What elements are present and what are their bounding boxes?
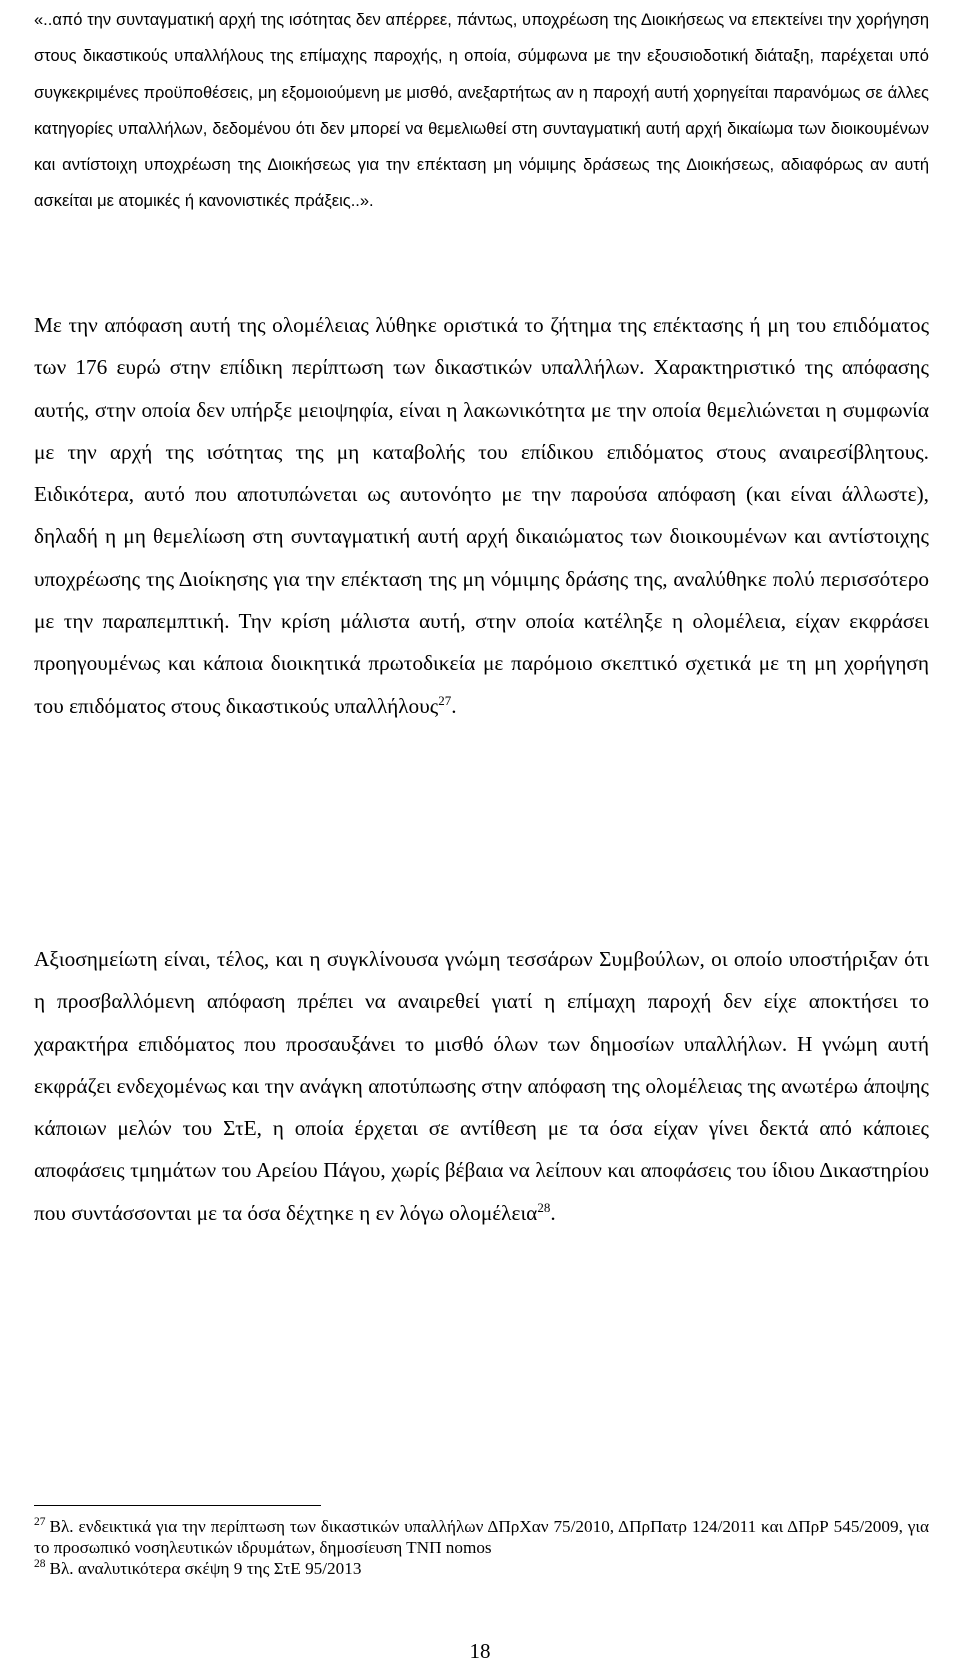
footnote-28 — [34, 1558, 929, 1579]
body-paragraph-1 — [34, 304, 929, 727]
footnote-27 — [34, 1516, 929, 1558]
paragraph-end: . — [451, 693, 457, 718]
quote-text: «..από την συνταγματική αρχή της ισότητας δεν απέρρεε, πάντως, υποχρέωση της Διοικήσεως να επεκτείνει την χορήγηση στους δικαστικούς υπαλλήλους της επίμαχης παροχής, η οποία, σύμφωνα με την εξουσιοδοτική διάταξη, παρέχεται υπό συγκεκριμένες προϋποθέσεις, μη εξομοιούμενη με μισθό, ανεξαρτήτως αν η παροχή αυτή χορηγείται παρανόμως σε άλλες κατηγορίες υπαλλήλων, δεδομένου ότι δεν μπορεί να θεμελιωθεί στη συνταγματική αυτή αρχή δικαίωμα των διοικουμένων και αντίστοιχη υποχρέωση της Διοικήσεως για την επέκταση μη νόμιμης δράσεως της Διοικήσεως, αδιαφόρως αν αυτή ασκείται με ατομικές ή κανονιστικές πράξεις..». — [34, 11, 929, 211]
footnote-number: 27 — [34, 1516, 46, 1529]
footnotes-section — [34, 1516, 929, 1579]
paragraph-text: Αξιοσημείωτη είναι, τέλος, και η συγκλίνουσα γνώμη τεσσάρων Συμβούλων, οι οποίο υποστήριξαν ότι η προσβαλλόμενη απόφαση πρέπει να αναιρεθεί γιατί η επίμαχη παροχή δεν είχε αποκτήσει το χαρακτήρα επιδόματος που προσαυξάνει το μισθό όλων των δημοσίων υπαλλήλων. Η γνώμη αυτή εκφράζει ενδεχομένως και την ανάγκη αποτύπωσης στην απόφαση της ολομέλειας της ανωτέρω άποψης κάποιων μελών του ΣτΕ, η οποία έρχεται σε αντίθεση με τα όσα είχαν γίνει δεκτά από κάποιες αποφάσεις τμημάτων του Αρείου Πάγου, χωρίς βέβαια να λείπουν και αποφάσεις του ίδιου Δικαστηρίου που συντάσσονται με τα όσα δέχτηκε η εν λόγω ολομέλεια — [34, 947, 929, 1225]
footnote-reference-28[interactable]: 28 — [537, 1199, 551, 1215]
footnote-text: Βλ. αναλυτικότερα σκέψη 9 της ΣτΕ 95/2013 — [49, 1559, 362, 1578]
footnote-reference-27[interactable]: 27 — [438, 692, 452, 708]
paragraph-text: Με την απόφαση αυτή της ολομέλειας λύθηκε οριστικά το ζήτημα της επέκτασης ή μη του επιδόματος των 176 ευρώ στην επίδικη περίπτωση των δικαστικών υπαλλήλων. Χαρακτηριστικό της απόφασης αυτής, στην οποία δεν υπήρξε μειοψηφία, είναι η λακωνικότητα με την οποία θεμελιώνεται η συμφωνία με την αρχή της ισότητας της μη καταβολής του επίδικου επιδόματος στους αναιρεσίβλητους. Ειδικότερα, αυτό που αποτυπώνεται ως αυτονόητο με την παρούσα απόφαση (και είναι άλλωστε), δηλαδή η μη θεμελίωση στη συνταγματική αυτή αρχή δικαιώματος των διοικουμένων και αντίστοιχης υποχρέωσης της Διοίκησης για την επέκταση της μη νόμιμης δράσης της, αναλύθηκε πολύ περισσότερο με την παραπεμπτική. Την κρίση μάλιστα αυτή, στην οποία κατέληξε η ολομέλεια, είχαν εκφράσει προηγουμένως και κάποια διοικητικά πρωτοδικεία με παρόμοιο σκεπτικό σχετικά με τη μη χορήγηση του επιδόματος στους δικαστικούς υπαλλήλους — [34, 313, 929, 718]
footnote-text: Βλ. ενδεικτικά για την περίπτωση των δικαστικών υπαλλήλων ΔΠρΧαν 75/2010, ΔΠρΠατρ 124/2011 και ΔΠρΡ 545/2009, για το προσωπικό νοσηλευτικών ιδρυμάτων, δημοσίευση ΤΝΠ nomos — [34, 1517, 929, 1557]
paragraph-end: . — [550, 1200, 556, 1225]
footnote-separator — [34, 1505, 321, 1506]
body-paragraph-2 — [34, 938, 929, 1234]
footnote-number: 28 — [34, 1558, 46, 1571]
page-number: 18 — [469, 1639, 491, 1663]
quoted-excerpt — [34, 2, 929, 220]
